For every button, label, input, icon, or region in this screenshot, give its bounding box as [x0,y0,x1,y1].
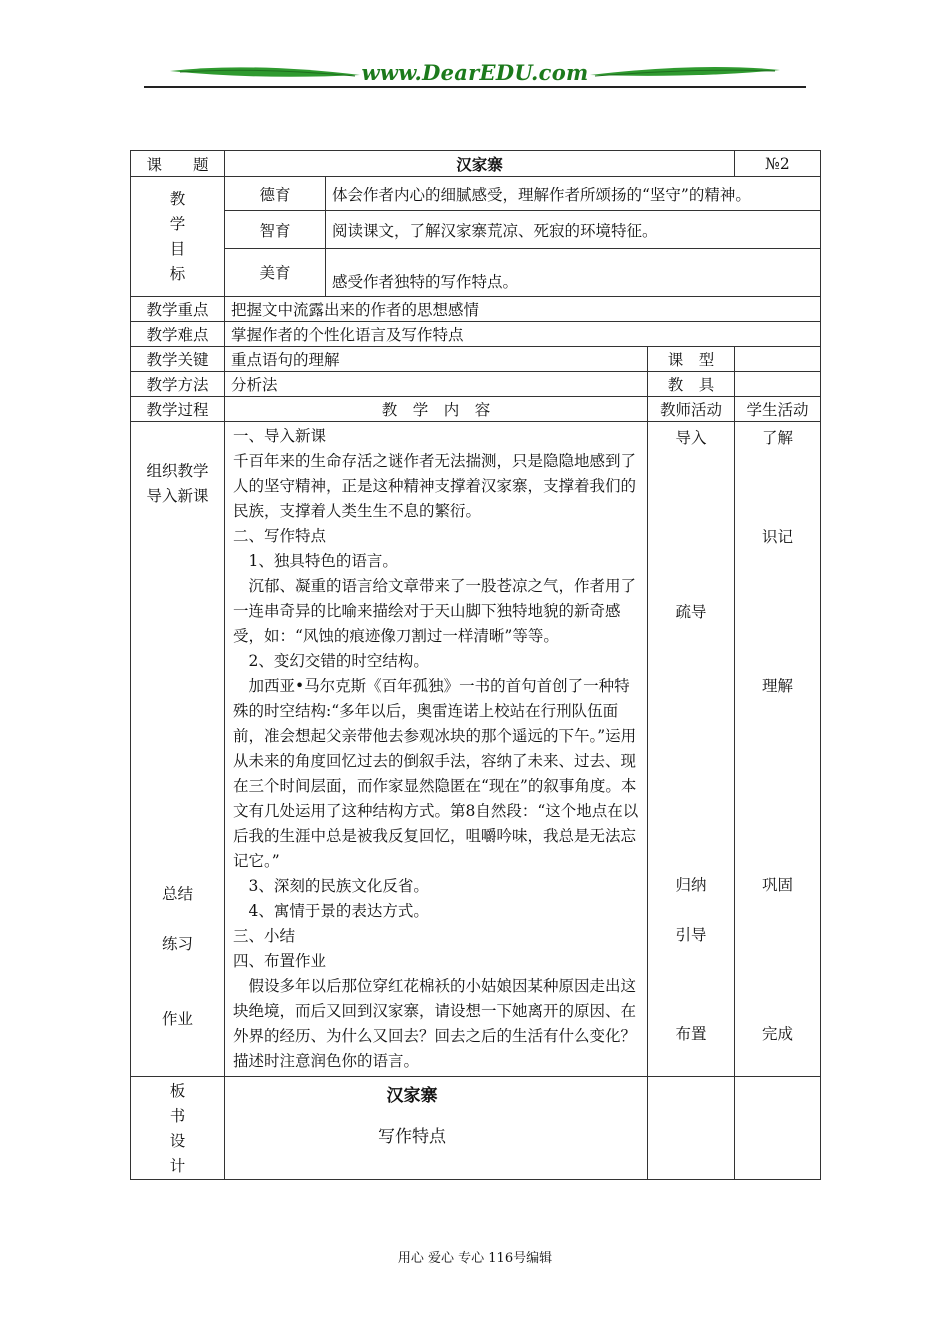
content-label: 教 学 内 容 [225,397,648,422]
page-footer: 用心 爱心 专心 116号编辑 [397,1251,553,1266]
difficulty-row [131,322,821,347]
topic-row [131,151,821,177]
difficulty-label: 教学难点 [131,322,225,347]
student-activity: 巩固 [762,876,794,894]
student-activity-column [735,422,821,1077]
key-text: 重点语句的理解 [225,347,648,372]
key-label: 教学关键 [131,347,225,372]
teacher-activity-column [648,422,735,1077]
stage-label: 总结 [161,885,193,903]
teacher-activity: 导入 [675,429,707,447]
site-name: www.DearEDU.com [361,60,589,85]
board-subtitle: 写作特点 [378,1127,446,1147]
type-value [735,347,821,372]
goal-row [131,211,821,249]
teacher-label: 教师活动 [648,397,735,422]
board-row [131,1077,821,1180]
paragraph: 千百年来的生命存活之谜作者无法揣测，只是隐隐地感到了人的坚守精神，正是这种精神支撑着汉家寨，支撑着我们的民族，支撑着人类生生不息的繁衍。 [233,452,637,520]
tools-value [735,372,821,397]
focus-row [131,297,821,322]
section-heading: 三、小结 [233,927,296,945]
goal-text: 阅读课文，了解汉家寨荒凉、死寂的环境特征。 [326,211,821,249]
stage-label: 组织教学 [146,462,209,480]
subheading: 4、寓情于景的表达方式。 [248,902,429,920]
teacher-activity: 布置 [675,1025,707,1043]
goals-label: 教 学 目 标 [131,177,225,297]
goal-text: 感受作者独特的写作特点。 [326,249,821,297]
lesson-title: 汉家寨 [225,151,735,177]
process-header-row [131,397,821,422]
process-label: 教学过程 [131,397,225,422]
goal-row [131,177,821,211]
stage-label: 练习 [161,935,193,953]
method-label: 教学方法 [131,372,225,397]
board-teacher-cell [648,1077,735,1180]
section-heading: 一、导入新课 [233,427,327,445]
type-label: 课 型 [648,347,735,372]
student-activity: 识记 [762,528,794,546]
method-row [131,372,821,397]
lesson-number: №2 [735,151,821,177]
subheading: 1、独具特色的语言。 [248,552,398,570]
student-activity: 理解 [762,677,794,695]
header-rule [144,86,806,88]
paragraph: 加西亚•马尔克斯《百年孤独》一书的首句首创了一种特殊的时空结构:“多年以后，奥雷连诺上校站在行刑队伍面前，准会想起父亲带他去参观冰块的那个遥远的下午。”运用从未来的角度回忆过去的倒叙手法，容纳了未来、过去、现在三个时间层面，而作家显然隐匿在“现在”的叙事角度。本文有几处运用了这种结构方式。第8自然段：“这个地点在以后我的生涯中总是被我反复回忆，咀嚼吟味，我总是无法忘记它。” [233,677,639,870]
board-title: 汉家寨 [386,1086,438,1106]
tools-label: 教 具 [648,372,735,397]
method-text: 分析法 [225,372,648,397]
paragraph: 沉郁、凝重的语言给文章带来了一股苍凉之气，作者用了一连串奇异的比喻来描绘对于天山脚下独特地貌的新奇感受，如：“风蚀的痕迹像刀割过一样清晰”等等。 [233,577,637,645]
goal-text: 体会作者内心的细腻感受，理解作者所颂扬的“坚守”的精神。 [326,177,821,211]
paragraph: 假设多年以后那位穿红花棉袄的小姑娘因某种原因走出这块绝境，而后又回到汉家寨，请设想一下她离开的原因、在外界的经历、为什么又回去？回去之后的生活有什么变化？描述时注意润色你的语言。 [233,977,637,1070]
focus-label: 教学重点 [131,297,225,322]
board-design [225,1077,648,1180]
subheading: 2、变幻交错的时空结构。 [248,652,429,670]
student-activity: 了解 [762,429,794,447]
board-student-cell [735,1077,821,1180]
goal-row [131,249,821,297]
stage-label: 作业 [161,1010,193,1028]
lesson-plan-table [130,150,821,1180]
student-activity: 完成 [762,1025,794,1043]
focus-text: 把握文中流露出来的作者的思想感情 [225,297,821,322]
subheading: 3、深刻的民族文化反省。 [248,877,429,895]
process-stage-column [131,422,225,1077]
key-row [131,347,821,372]
process-row [131,422,821,1077]
process-content [225,422,648,1077]
teacher-activity: 归纳 [675,876,707,894]
teacher-activity: 引导 [675,926,707,944]
stage-label: 导入新课 [146,487,209,505]
teacher-activity: 疏导 [675,603,707,621]
goal-type: 智育 [225,211,326,249]
student-label: 学生活动 [735,397,821,422]
goal-type: 美育 [225,249,326,297]
goal-type: 德育 [225,177,326,211]
section-heading: 四、布置作业 [233,952,327,970]
section-heading: 二、写作特点 [233,527,327,545]
difficulty-text: 掌握作者的个性化语言及写作特点 [225,322,821,347]
board-label: 板 书 设 计 [131,1077,225,1180]
site-header [140,58,810,92]
topic-label: 课 题 [131,151,225,177]
